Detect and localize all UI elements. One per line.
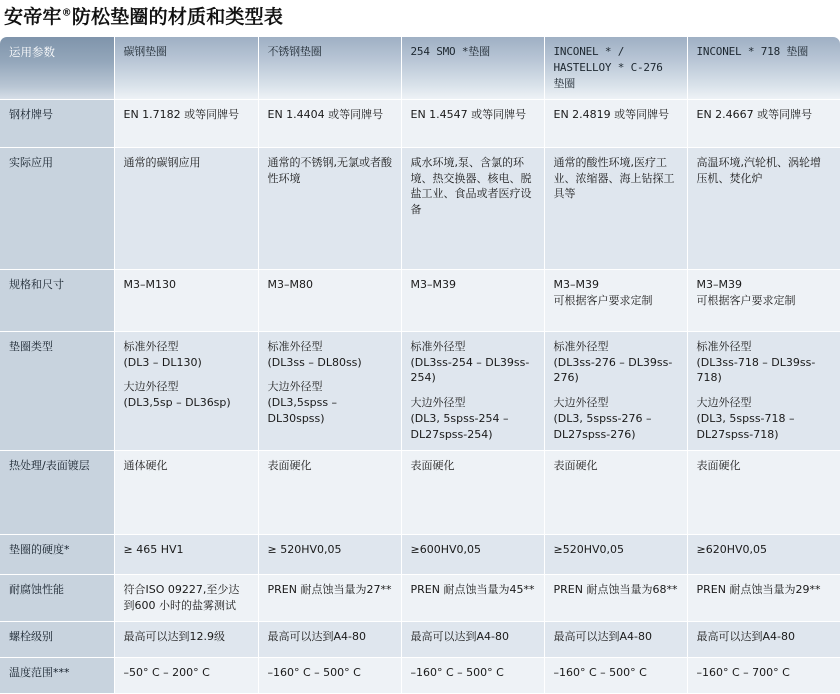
table-cell xyxy=(258,575,401,622)
table-cell xyxy=(687,147,840,269)
table-row xyxy=(0,147,840,269)
table-header-row xyxy=(0,37,840,99)
cell-line: 标准外径型 xyxy=(696,339,752,353)
cell-line: (DL3,5spss – DL30spss) xyxy=(267,396,338,426)
line-gap xyxy=(554,386,679,395)
table-cell xyxy=(258,658,401,694)
table-cell xyxy=(544,331,687,451)
column-header-inconel-718: INCONEL * 718 垫圈 xyxy=(687,37,840,99)
page-title-suffix: 防松垫圈的材质和类型表 xyxy=(71,6,284,28)
table-cell xyxy=(258,147,401,269)
table-row xyxy=(0,622,840,658)
cell-line: EN 1.4404 或等同牌号 xyxy=(267,107,384,121)
cell-line: ≥520HV0,05 xyxy=(553,543,625,557)
cell-line: 表面硬化 xyxy=(410,459,455,473)
table-cell xyxy=(114,535,258,575)
table-header xyxy=(0,37,840,99)
table-cell xyxy=(401,99,544,147)
cell-line: PREN 耐点蚀当量为27** xyxy=(267,583,392,597)
table-body xyxy=(0,99,840,694)
table-cell xyxy=(401,575,544,622)
line-gap xyxy=(411,386,536,395)
table-cell xyxy=(401,622,544,658)
cell-line: 大边外径型 xyxy=(123,380,179,394)
cell-line: 大边外径型 xyxy=(696,396,752,410)
table-row xyxy=(0,99,840,147)
cell-line: (DL3ss-718 – DL39ss-718) xyxy=(696,355,816,385)
table-cell xyxy=(401,451,544,535)
cell-line: ≥620HV0,05 xyxy=(696,543,768,557)
row-label: 规格和尺寸 xyxy=(0,269,114,331)
table-cell xyxy=(687,658,840,694)
cell-line: (DL3, 5spss-254 – DL27spss-254) xyxy=(410,412,509,442)
column-header-inconel-hastelloy xyxy=(544,37,687,99)
table-cell xyxy=(114,269,258,331)
column-header-inconel-hastelloy-line1: INCONEL * / xyxy=(553,44,625,58)
cell-line: 标准外径型 xyxy=(123,339,179,353)
cell-line: 最高可以达到12.9级 xyxy=(123,630,225,644)
cell-line: 最高可以达到A4-80 xyxy=(553,630,652,644)
cell-line: 通体硬化 xyxy=(123,459,168,473)
table-cell xyxy=(258,331,401,451)
table-row xyxy=(0,331,840,451)
cell-line: 最高可以达到A4-80 xyxy=(410,630,509,644)
table-cell xyxy=(114,658,258,694)
cell-line: 符合ISO 09227,至少达到600 小时的盐雾测试 xyxy=(123,583,240,613)
cell-line: –160° C – 500° C xyxy=(267,666,361,680)
cell-line: ≥600HV0,05 xyxy=(410,543,482,557)
row-label: 垫圈的硬度* xyxy=(0,535,114,575)
table-cell xyxy=(114,575,258,622)
table-cell xyxy=(114,147,258,269)
row-label: 垫圈类型 xyxy=(0,331,114,451)
table-cell xyxy=(687,269,840,331)
table-cell xyxy=(544,99,687,147)
cell-line: 最高可以达到A4-80 xyxy=(696,630,795,644)
cell-line: 标准外径型 xyxy=(553,339,609,353)
cell-line: PREN 耐点蚀当量为45** xyxy=(410,583,535,597)
row-label: 温度范围*** xyxy=(0,658,114,694)
cell-line: 通常的碳钢应用 xyxy=(123,155,201,169)
table-row xyxy=(0,451,840,535)
material-type-table xyxy=(0,37,840,694)
cell-line: 标准外径型 xyxy=(410,339,466,353)
cell-line: 咸水环境,泵、含氯的环境、热交换器、核电、脱盐工业、食品或者医疗设备 xyxy=(410,155,532,217)
cell-line: 大边外径型 xyxy=(267,380,323,394)
column-header-inconel-hastelloy-line2: HASTELLOY * C-276 垫圈 xyxy=(553,60,663,90)
cell-line: (DL3ss – DL80ss) xyxy=(267,355,362,369)
line-gap xyxy=(268,370,393,379)
cell-line: –160° C – 500° C xyxy=(410,666,504,680)
table-row xyxy=(0,269,840,331)
row-label: 耐腐蚀性能 xyxy=(0,575,114,622)
cell-line: 通常的酸性环境,医疗工业、浓缩器、海上钻探工具等 xyxy=(553,155,675,201)
table-cell xyxy=(258,535,401,575)
cell-line: ≥ 520HV0,05 xyxy=(267,543,342,557)
cell-line: EN 1.4547 或等同牌号 xyxy=(410,107,527,121)
column-header-254-smo: 254 SMO *垫圈 xyxy=(401,37,544,99)
cell-line: (DL3ss-276 – DL39ss-276) xyxy=(553,355,673,385)
cell-line: 可根据客户要求定制 xyxy=(696,293,796,307)
cell-line: EN 2.4819 或等同牌号 xyxy=(553,107,670,121)
cell-line: (DL3, 5spss-276 – DL27spss-276) xyxy=(553,412,652,442)
table-cell xyxy=(544,658,687,694)
cell-line: M3–M130 xyxy=(123,277,176,291)
cell-line: 通常的不锈钢,无氯或者酸性环境 xyxy=(267,155,392,185)
table-cell xyxy=(258,451,401,535)
cell-line: (DL3ss-254 – DL39ss-254) xyxy=(410,355,530,385)
table-cell xyxy=(401,658,544,694)
cell-line: ≥ 465 HV1 xyxy=(123,543,184,557)
table-cell xyxy=(687,99,840,147)
table-cell xyxy=(687,575,840,622)
cell-line: EN 2.4667 或等同牌号 xyxy=(696,107,813,121)
table-cell xyxy=(258,622,401,658)
line-gap xyxy=(697,386,832,395)
table-cell xyxy=(114,99,258,147)
page-title-prefix: 安帝牢 xyxy=(4,6,62,28)
table-cell xyxy=(401,147,544,269)
table-cell xyxy=(544,269,687,331)
table-cell xyxy=(687,331,840,451)
page-title xyxy=(0,0,840,37)
table-cell xyxy=(544,622,687,658)
cell-line: –160° C – 500° C xyxy=(553,666,647,680)
column-header-carbon-steel: 碳钢垫圈 xyxy=(114,37,258,99)
table-cell xyxy=(687,535,840,575)
table-cell xyxy=(544,451,687,535)
row-label: 热处理/表面镀层 xyxy=(0,451,114,535)
row-label: 钢材牌号 xyxy=(0,99,114,147)
table-cell xyxy=(258,269,401,331)
column-header-stainless-steel: 不锈钢垫圈 xyxy=(258,37,401,99)
table-row xyxy=(0,658,840,694)
line-gap xyxy=(124,370,250,379)
cell-line: (DL3,5sp – DL36sp) xyxy=(123,396,231,410)
cell-line: M3–M39 xyxy=(553,277,599,291)
cell-line: EN 1.7182 或等同牌号 xyxy=(123,107,240,121)
table-cell xyxy=(401,269,544,331)
cell-line: 表面硬化 xyxy=(696,459,741,473)
table-cell xyxy=(687,622,840,658)
row-label: 实际应用 xyxy=(0,147,114,269)
cell-line: (DL3 – DL130) xyxy=(123,355,202,369)
table-cell xyxy=(401,331,544,451)
cell-line: PREN 耐点蚀当量为29** xyxy=(696,583,821,597)
cell-line: PREN 耐点蚀当量为68** xyxy=(553,583,678,597)
cell-line: 大边外径型 xyxy=(410,396,466,410)
registered-mark-icon: ® xyxy=(61,7,72,19)
cell-line: 高温环境,汽轮机、涡轮增压机、焚化炉 xyxy=(696,155,821,185)
table-row xyxy=(0,575,840,622)
row-label: 螺栓级别 xyxy=(0,622,114,658)
cell-line: (DL3, 5spss-718 – DL27spss-718) xyxy=(696,412,795,442)
cell-line: –160° C – 700° C xyxy=(696,666,790,680)
table-cell xyxy=(687,451,840,535)
cell-line: –50° C – 200° C xyxy=(123,666,210,680)
cell-line: 最高可以达到A4-80 xyxy=(267,630,366,644)
cell-line: 可根据客户要求定制 xyxy=(553,293,653,307)
table-cell xyxy=(544,147,687,269)
table-cell xyxy=(544,535,687,575)
cell-line: M3–M39 xyxy=(696,277,742,291)
cell-line: M3–M39 xyxy=(410,277,456,291)
cell-line: M3–M80 xyxy=(267,277,313,291)
table-cell xyxy=(401,535,544,575)
cell-line: 大边外径型 xyxy=(553,396,609,410)
cell-line: 表面硬化 xyxy=(267,459,312,473)
table-cell xyxy=(258,99,401,147)
table-row xyxy=(0,535,840,575)
table-cell xyxy=(114,331,258,451)
cell-line: 标准外径型 xyxy=(267,339,323,353)
column-header-parameter: 运用参数 xyxy=(0,37,114,99)
table-cell xyxy=(114,451,258,535)
table-cell xyxy=(114,622,258,658)
cell-line: 表面硬化 xyxy=(553,459,598,473)
table-cell xyxy=(544,575,687,622)
